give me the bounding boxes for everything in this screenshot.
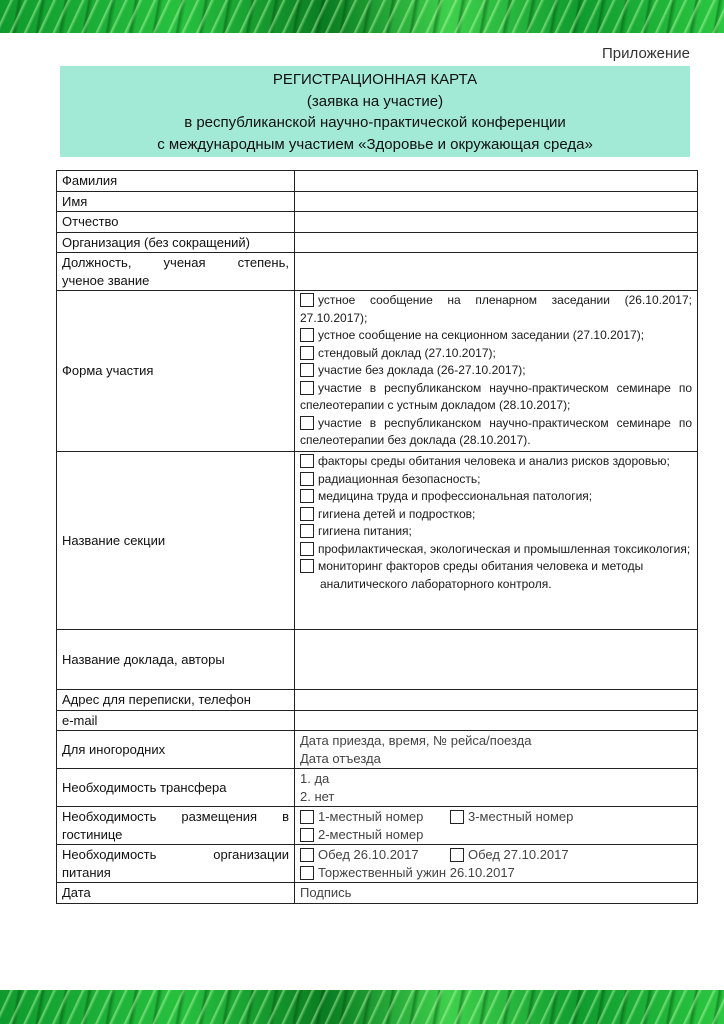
checkbox[interactable]	[300, 866, 314, 880]
checkbox[interactable]	[300, 828, 314, 842]
email-label: e-mail	[57, 710, 295, 731]
arrival-line: Дата приезда, время, № рейса/поезда	[300, 733, 532, 748]
checkbox[interactable]	[300, 454, 314, 468]
checkbox[interactable]	[300, 346, 314, 360]
meals-label	[57, 845, 295, 883]
section-options	[295, 452, 698, 630]
name-field[interactable]	[295, 191, 698, 212]
checkbox[interactable]	[300, 524, 314, 538]
table-row	[57, 710, 698, 731]
meals-label-line2: питания	[62, 864, 111, 880]
participation-option	[300, 327, 692, 345]
table-row	[57, 690, 698, 711]
table-row	[57, 232, 698, 253]
form-title-block	[60, 66, 690, 157]
option-text: участие в республиканском научно-практическом семинаре по спелеотерапии без доклада (28.10.2017).	[300, 415, 692, 447]
organization-field[interactable]	[295, 232, 698, 253]
report-title-field[interactable]	[295, 630, 698, 690]
position-field[interactable]	[295, 253, 698, 291]
checkbox[interactable]	[300, 542, 314, 556]
table-row	[57, 171, 698, 192]
table-row	[57, 845, 698, 883]
conference-name: с международным участием «Здоровье и окружающая среда»	[157, 135, 593, 153]
position-label-line2: ученое звание	[62, 272, 150, 288]
hotel-label	[57, 807, 295, 845]
option-text: устное сообщение на секционном заседании (27.10.2017);	[318, 328, 645, 342]
table-row	[57, 630, 698, 690]
option-text: радиационная безопасность;	[318, 471, 481, 486]
option-text: стендовый доклад (27.10.2017);	[318, 345, 496, 360]
transfer-option-no[interactable]: 2. нет	[300, 788, 335, 804]
option-text: Обед 27.10.2017	[468, 847, 569, 862]
participation-option	[300, 345, 692, 363]
surname-label: Фамилия	[57, 171, 295, 192]
participation-option	[300, 292, 692, 327]
meals-label-word: организации	[213, 847, 289, 862]
table-row	[57, 212, 698, 233]
table-row	[57, 883, 698, 904]
table-row	[57, 253, 698, 291]
transfer-options	[295, 769, 698, 807]
departure-line: Дата отъезда	[300, 750, 381, 766]
participation-options	[295, 291, 698, 452]
section-option	[300, 506, 692, 524]
hotel-label-word: Необходимость	[62, 809, 157, 824]
participation-option	[300, 362, 692, 380]
checkbox[interactable]	[300, 381, 314, 395]
section-option	[300, 541, 692, 559]
option-text: гигиена детей и подростков;	[318, 506, 476, 521]
table-row	[57, 731, 698, 769]
date-label: Дата	[57, 883, 295, 904]
section-option	[300, 523, 692, 541]
option-text: Торжественный ужин 26.10.2017	[318, 864, 515, 880]
nonresident-field[interactable]	[295, 731, 698, 769]
option-text: факторы среды обитания человека и анализ рисков здоровью;	[318, 454, 670, 468]
surname-field[interactable]	[295, 171, 698, 192]
section-option	[300, 453, 692, 471]
checkbox[interactable]	[300, 507, 314, 521]
position-label	[57, 253, 295, 291]
checkbox[interactable]	[300, 848, 314, 862]
checkbox[interactable]	[300, 489, 314, 503]
section-option	[300, 471, 692, 489]
participation-option	[300, 380, 692, 415]
patronymic-field[interactable]	[295, 212, 698, 233]
organization-label: Организация (без сокращений)	[57, 232, 295, 253]
option-text: участие без доклада (26-27.10.2017);	[318, 363, 526, 377]
checkbox[interactable]	[300, 328, 314, 342]
name-label: Имя	[57, 191, 295, 212]
hotel-options	[295, 807, 698, 845]
meal-options	[295, 845, 698, 883]
checkbox[interactable]	[300, 293, 314, 307]
checkbox[interactable]	[450, 810, 464, 824]
checkbox[interactable]	[450, 848, 464, 862]
appendix-label: Приложение	[602, 45, 690, 62]
hotel-label-line2: гостинице	[62, 826, 123, 842]
checkbox[interactable]	[300, 810, 314, 824]
email-field[interactable]	[295, 710, 698, 731]
conference-line: в республиканской научно-практической конференции	[184, 114, 566, 131]
table-row	[57, 452, 698, 630]
option-text: мониторинг факторов среды обитания человека и методы аналитического лабораторного контроля.	[318, 559, 644, 591]
option-text: Обед 26.10.2017	[318, 847, 419, 862]
option-text: профилактическая, экологическая и промышленная токсикология;	[318, 541, 691, 556]
option-text: устное сообщение на пленарном заседании (26.10.2017; 27.10.2017);	[300, 293, 692, 325]
option-text: участие в республиканском научно-практическом семинаре по спелеотерапии с устным докладом (28.10.2017);	[300, 380, 692, 412]
section-option	[300, 488, 692, 506]
registration-table	[56, 170, 698, 904]
report-title-label: Название доклада, авторы	[57, 630, 295, 690]
patronymic-label: Отчество	[57, 212, 295, 233]
section-name-label: Название секции	[57, 452, 295, 630]
nonresident-label: Для иногородних	[57, 731, 295, 769]
transfer-option-yes[interactable]: 1. да	[300, 771, 330, 786]
address-label: Адрес для переписки, телефон	[57, 690, 295, 711]
participation-option	[300, 415, 692, 450]
transfer-label: Необходимость трансфера	[57, 769, 295, 807]
position-label-word: ученая	[163, 255, 206, 270]
checkbox[interactable]	[300, 559, 314, 573]
table-row	[57, 291, 698, 452]
option-text: гигиена питания;	[318, 524, 412, 538]
checkbox[interactable]	[300, 416, 314, 430]
table-row	[57, 769, 698, 807]
participation-form-label: Форма участия	[57, 291, 295, 452]
meals-label-word: Необходимость	[62, 847, 157, 862]
table-row	[57, 807, 698, 845]
hotel-label-word: размещения	[181, 809, 258, 824]
form-title: РЕГИСТРАЦИОННАЯ КАРТА	[272, 71, 478, 88]
position-label-word: степень,	[237, 255, 289, 270]
signature-field[interactable]: Подпись	[295, 883, 698, 904]
section-option	[300, 558, 692, 593]
option-text: медицина труда и профессиональная патология;	[318, 489, 593, 503]
hotel-label-word: в	[282, 809, 289, 824]
decorative-top-band	[0, 0, 724, 33]
address-field[interactable]	[295, 690, 698, 711]
option-text: 3-местный номер	[468, 809, 574, 824]
decorative-bottom-band	[0, 990, 724, 1024]
checkbox[interactable]	[300, 472, 314, 486]
position-label-word: Должность,	[62, 255, 132, 270]
option-text: 1-местный номер	[318, 809, 424, 824]
form-subtitle: (заявка на участие)	[306, 92, 444, 110]
option-text: 2-местный номер	[318, 826, 424, 842]
checkbox[interactable]	[300, 363, 314, 377]
table-row	[57, 191, 698, 212]
